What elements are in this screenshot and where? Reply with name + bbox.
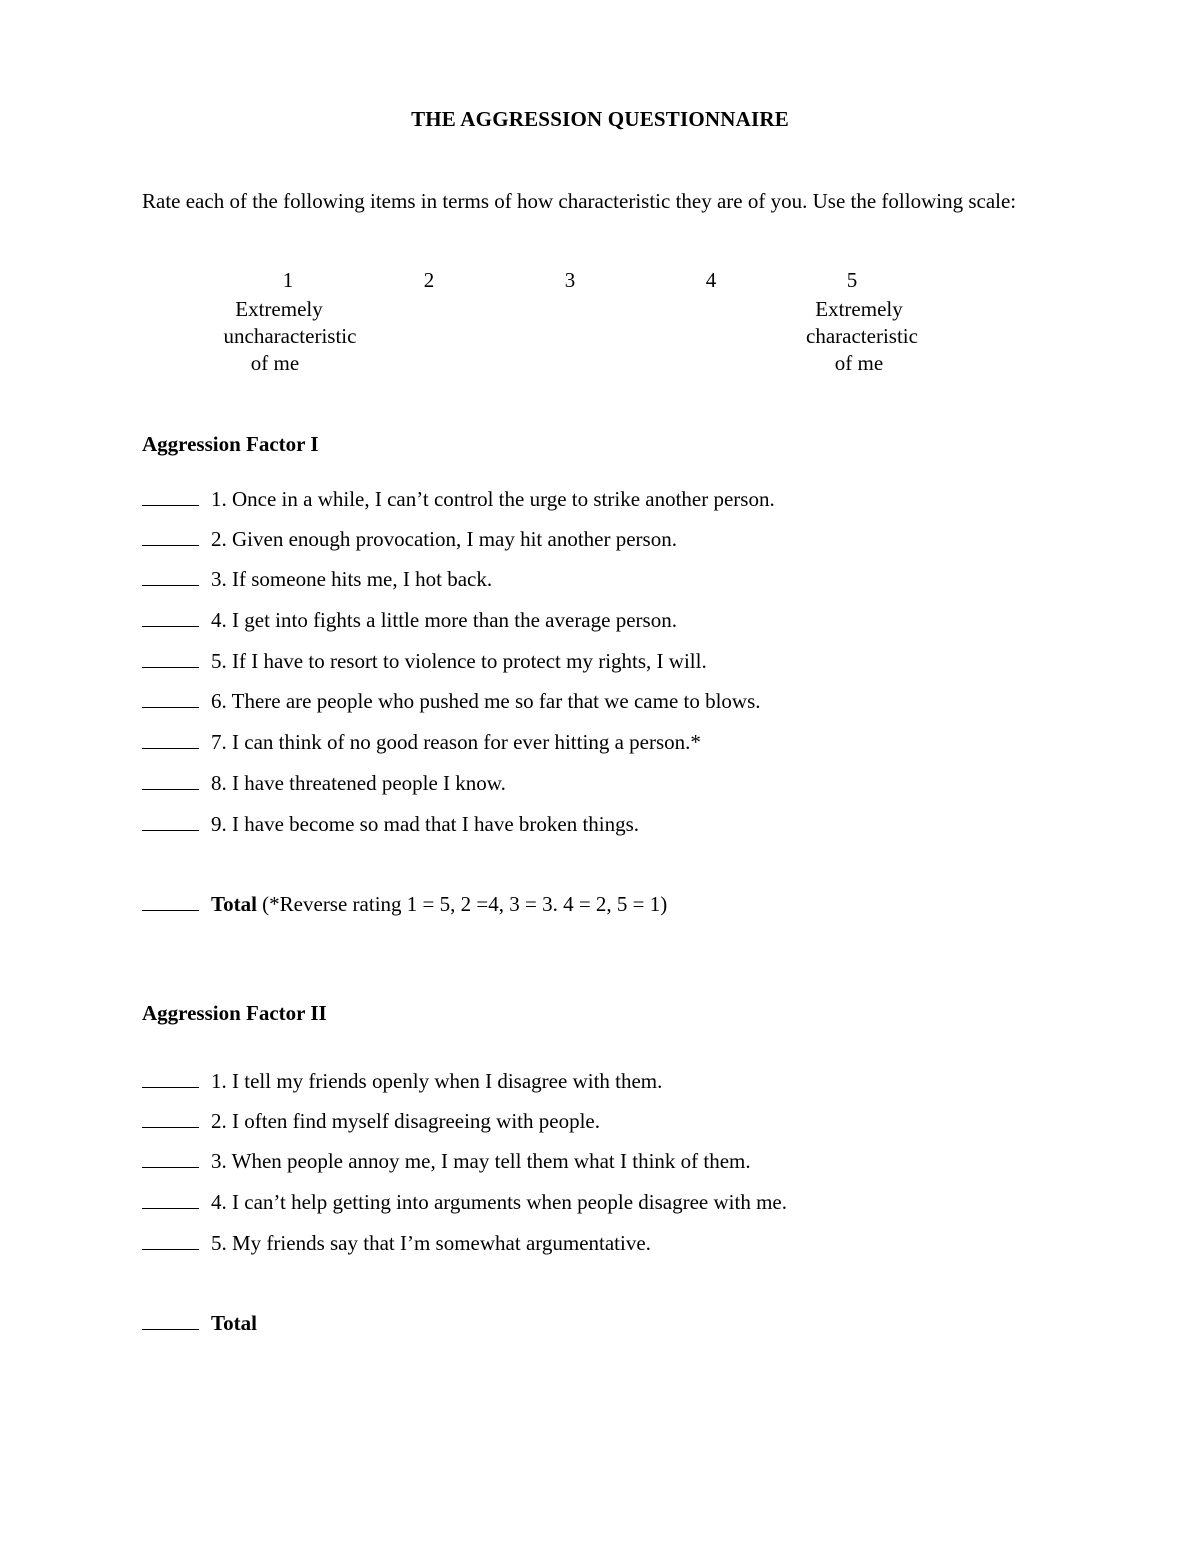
scale-high-anchor: [759, 296, 959, 377]
total-blank[interactable]: [142, 895, 199, 911]
page-title: THE AGGRESSION QUESTIONNAIRE: [411, 107, 789, 131]
factor1-item: [142, 608, 677, 633]
item-text: 2. Given enough provocation, I may hit another person.: [211, 527, 677, 551]
scale-low-anchor: [190, 296, 390, 377]
rating-blank[interactable]: [142, 611, 199, 627]
rating-blank[interactable]: [142, 1193, 199, 1209]
item-text: 4. I can’t help getting into arguments when people disagree with me.: [211, 1190, 787, 1214]
item-text: 5. My friends say that I’m somewhat argumentative.: [211, 1231, 651, 1255]
factor1-item: [142, 649, 707, 674]
item-text: 5. If I have to resort to violence to protect my rights, I will.: [211, 649, 707, 673]
factor2-item: [142, 1190, 787, 1215]
rating-blank[interactable]: [142, 570, 199, 586]
total-label: Total: [211, 892, 257, 916]
scale-point-4: 4: [705, 268, 717, 292]
scale-low-anchor-line: Extremely: [235, 297, 323, 321]
rating-blank[interactable]: [142, 774, 199, 790]
rating-blank[interactable]: [142, 652, 199, 668]
factor1-total: [142, 892, 667, 917]
rating-blank[interactable]: [142, 530, 199, 546]
factor2-total: [142, 1311, 257, 1336]
factor1-item: [142, 812, 639, 837]
rating-blank[interactable]: [142, 490, 199, 506]
scale-high-anchor-line: Extremely: [815, 297, 903, 321]
factor2-item: [142, 1069, 662, 1094]
rating-blank[interactable]: [142, 1234, 199, 1250]
item-text: 3. When people annoy me, I may tell them what I think of them.: [211, 1149, 751, 1173]
scale-high-anchor-line: of me: [834, 351, 884, 375]
factor2-item: [142, 1231, 651, 1256]
rating-blank[interactable]: [142, 1152, 199, 1168]
scale-point-1: 1: [282, 268, 294, 292]
scale-high-anchor-line: characteristic: [806, 324, 918, 348]
factor1-item: [142, 689, 761, 714]
factor2-item: [142, 1109, 600, 1134]
item-text: 6. There are people who pushed me so far that we came to blows.: [211, 689, 761, 713]
instructions-paragraph: Rate each of the following items in terms of how characteristic they are of you. Use the following scale:: [142, 189, 1017, 213]
factor1-item: [142, 527, 677, 552]
factor1-item: [142, 487, 775, 512]
item-text: 1. I tell my friends openly when I disagree with them.: [211, 1069, 663, 1093]
rating-blank[interactable]: [142, 733, 199, 749]
scale-point-2: 2: [423, 268, 435, 292]
item-text: 8. I have threatened people I know.: [211, 771, 506, 795]
factor2-item: [142, 1149, 751, 1174]
item-text: 3. If someone hits me, I hot back.: [211, 567, 493, 591]
factor1-item: [142, 730, 701, 755]
scale-low-anchor-line: uncharacteristic: [223, 324, 357, 348]
item-text: 4. I get into fights a little more than the average person.: [211, 608, 677, 632]
item-text: 2. I often find myself disagreeing with people.: [211, 1109, 600, 1133]
factor1-item: [142, 771, 506, 796]
scale-low-anchor-line: of me: [250, 351, 300, 375]
rating-blank[interactable]: [142, 1112, 199, 1128]
rating-blank[interactable]: [142, 692, 199, 708]
total-label: Total: [211, 1311, 257, 1335]
scale-point-3: 3: [564, 268, 576, 292]
item-text: 9. I have become so mad that I have broken things.: [211, 812, 640, 836]
total-blank[interactable]: [142, 1314, 199, 1330]
rating-blank[interactable]: [142, 1072, 199, 1088]
item-text: 7. I can think of no good reason for ever hitting a person.*: [211, 730, 701, 754]
factor1-heading: Aggression Factor I: [142, 432, 319, 456]
scale-point-5: 5: [846, 268, 858, 292]
reverse-rating-note: (*Reverse rating 1 = 5, 2 =4, 3 = 3. 4 = 2, 5 = 1): [256, 892, 668, 916]
item-text: 1. Once in a while, I can’t control the urge to strike another person.: [211, 487, 775, 511]
factor1-item: [142, 567, 492, 592]
factor2-heading: Aggression Factor II: [142, 1001, 327, 1025]
rating-blank[interactable]: [142, 815, 199, 831]
